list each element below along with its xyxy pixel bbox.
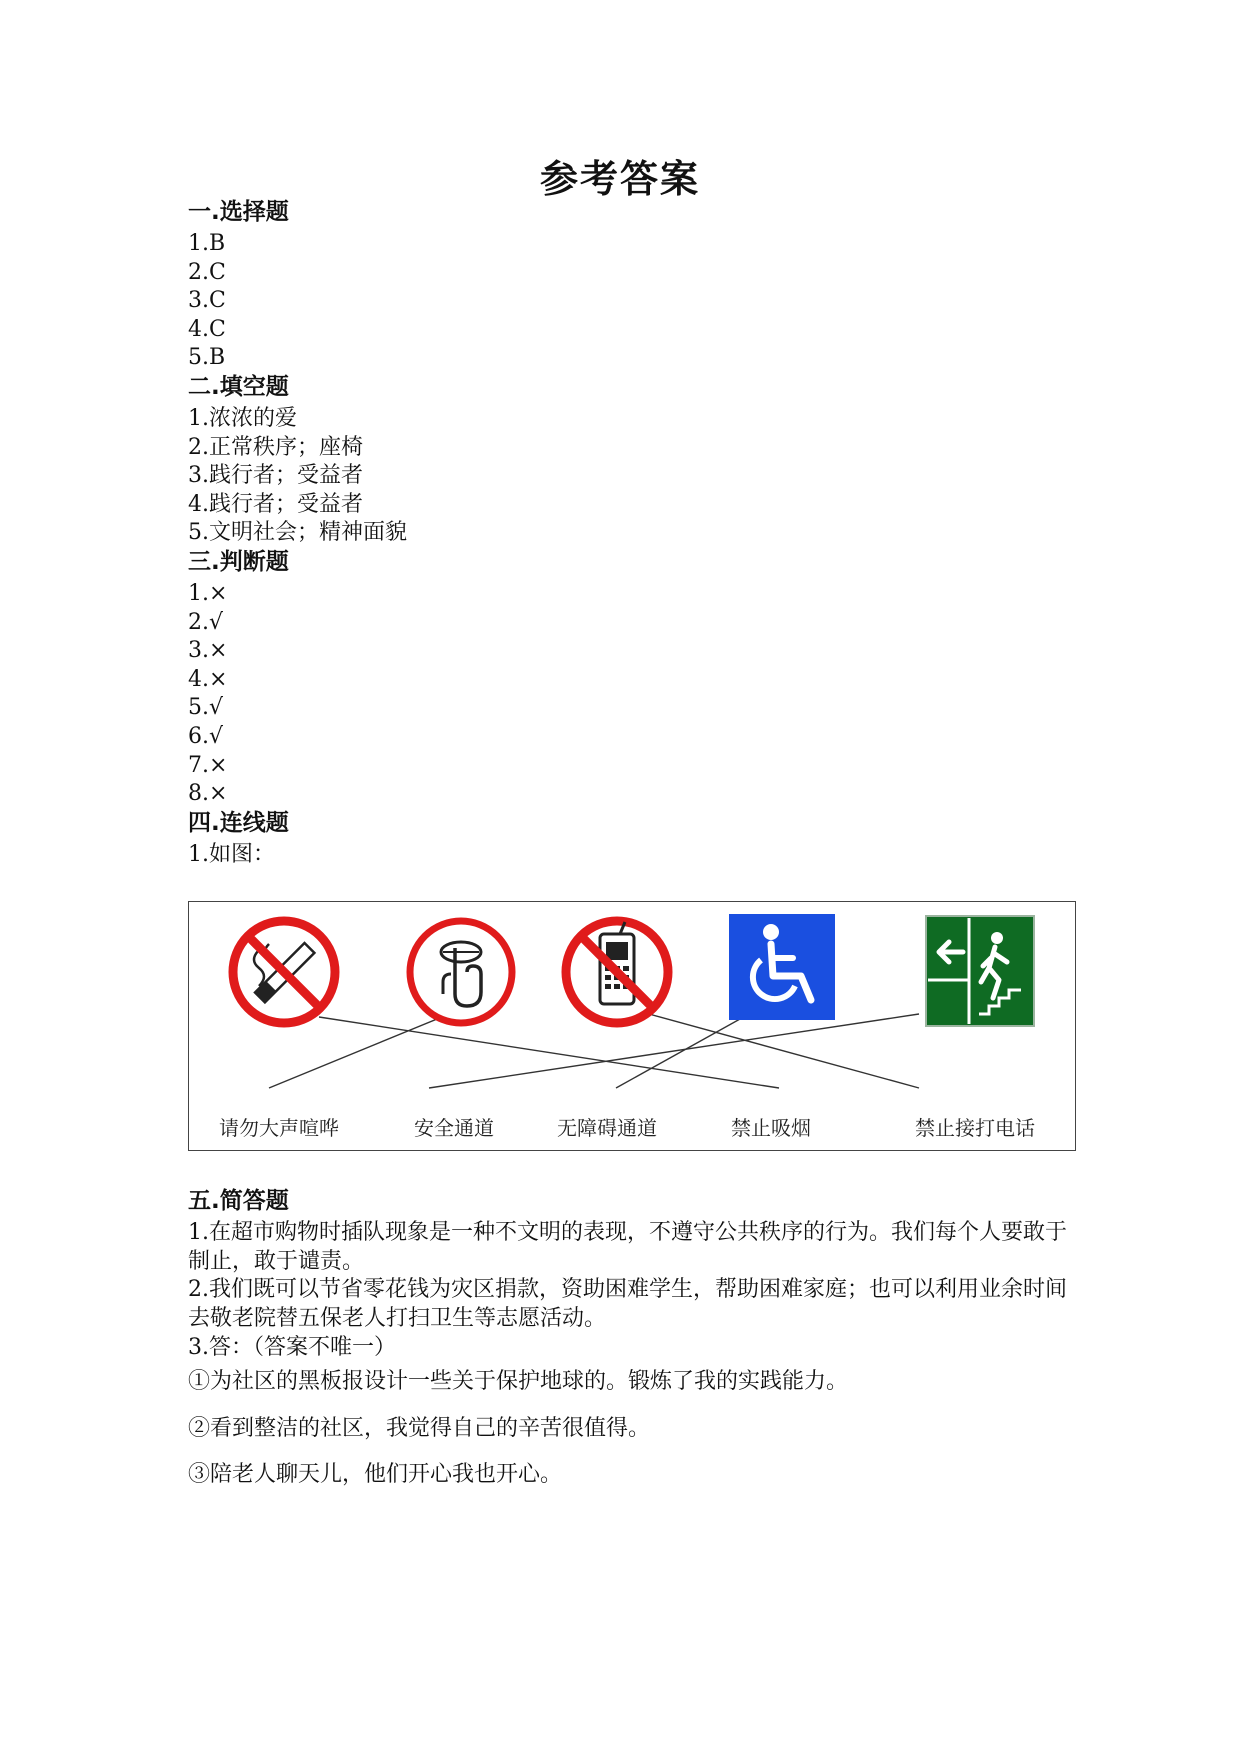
page-title: 参考答案 (539, 157, 700, 201)
judge-answer-2: 2.√ (188, 609, 224, 635)
short-answer-2: 2.我们既可以节省零花钱为灾区捐款，资助困难学生，帮助困难家庭；也可以利用业余时间去敬老院替五保老人打扫卫生等志愿活动。 (188, 1277, 1067, 1332)
label-no-phone: 禁止接打电话 (915, 1116, 1035, 1141)
matching-figure (188, 901, 1076, 1151)
section-title-fill: 二.填空题 (188, 373, 289, 400)
short-answer-3-point-1: ①为社区的黑板报设计一些关于保护地球的。锻炼了我的实践能力。 (188, 1369, 849, 1395)
match-answer-1: 1.如图： (188, 841, 275, 867)
section-title-choice: 一.选择题 (188, 199, 289, 225)
no-phone-sign-icon (566, 921, 668, 1023)
short-answer-3-point-3: ③陪老人聊天儿，他们开心我也开心。 (188, 1462, 563, 1488)
fill-answer-4: 4.践行者；受益者 (188, 491, 363, 517)
answer-content (188, 198, 1068, 1508)
judge-answer-8: 8.× (188, 781, 228, 807)
wheelchair-accessible-sign-icon (729, 914, 835, 1020)
line-no-phone-to-label (649, 1014, 919, 1088)
choice-answer-3: 3.C (188, 288, 226, 314)
judge-answer-7: 7.× (188, 752, 228, 778)
choice-answer-2: 2.C (188, 259, 226, 285)
label-no-smoking: 禁止吸烟 (731, 1116, 811, 1141)
label-quiet-please: 请勿大声喧哗 (219, 1116, 339, 1141)
judge-answer-1: 1.× (188, 580, 228, 606)
section-title-match: 四.连线题 (188, 809, 289, 836)
section-title-short: 五.简答题 (188, 1188, 289, 1215)
choice-answer-5: 5.B (188, 345, 226, 371)
line-no-smoking-to-label (319, 1017, 779, 1088)
emergency-exit-sign-icon (926, 916, 1034, 1026)
label-accessible-passage: 无障碍通道 (557, 1116, 657, 1141)
judge-answer-5: 5.√ (188, 695, 224, 721)
line-wheelchair-to-label (616, 1014, 749, 1088)
label-safety-passage: 安全通道 (414, 1116, 494, 1141)
fill-answer-5: 5.文明社会；精神面貌 (188, 520, 407, 546)
no-smoking-sign-icon (233, 921, 335, 1023)
short-answer-1: 1.在超市购物时插队现象是一种不文明的表现，不遵守公共秩序的行为。我们每个人要敢于制止，敢于谴责。 (188, 1220, 1067, 1274)
fill-answer-3: 3.践行者；受益者 (188, 463, 363, 489)
judge-answer-3: 3.× (188, 638, 228, 664)
quiet-please-sign-icon (410, 921, 512, 1023)
judge-answer-4: 4.× (188, 666, 228, 692)
choice-answer-4: 4.C (188, 316, 226, 342)
line-exit-to-label (429, 1014, 919, 1088)
choice-answer-1: 1.B (188, 231, 226, 256)
section-title-judge: 三.判断题 (188, 548, 289, 575)
fill-answer-1: 1.浓浓的爱 (188, 405, 297, 431)
fill-answer-2: 2.正常秩序；座椅 (188, 434, 363, 460)
short-answer-3: 3.答：（答案不唯一） (188, 1334, 396, 1360)
judge-answer-6: 6.√ (188, 723, 224, 749)
short-answer-3-point-2: ②看到整洁的社区，我觉得自己的辛苦很值得。 (188, 1415, 651, 1441)
